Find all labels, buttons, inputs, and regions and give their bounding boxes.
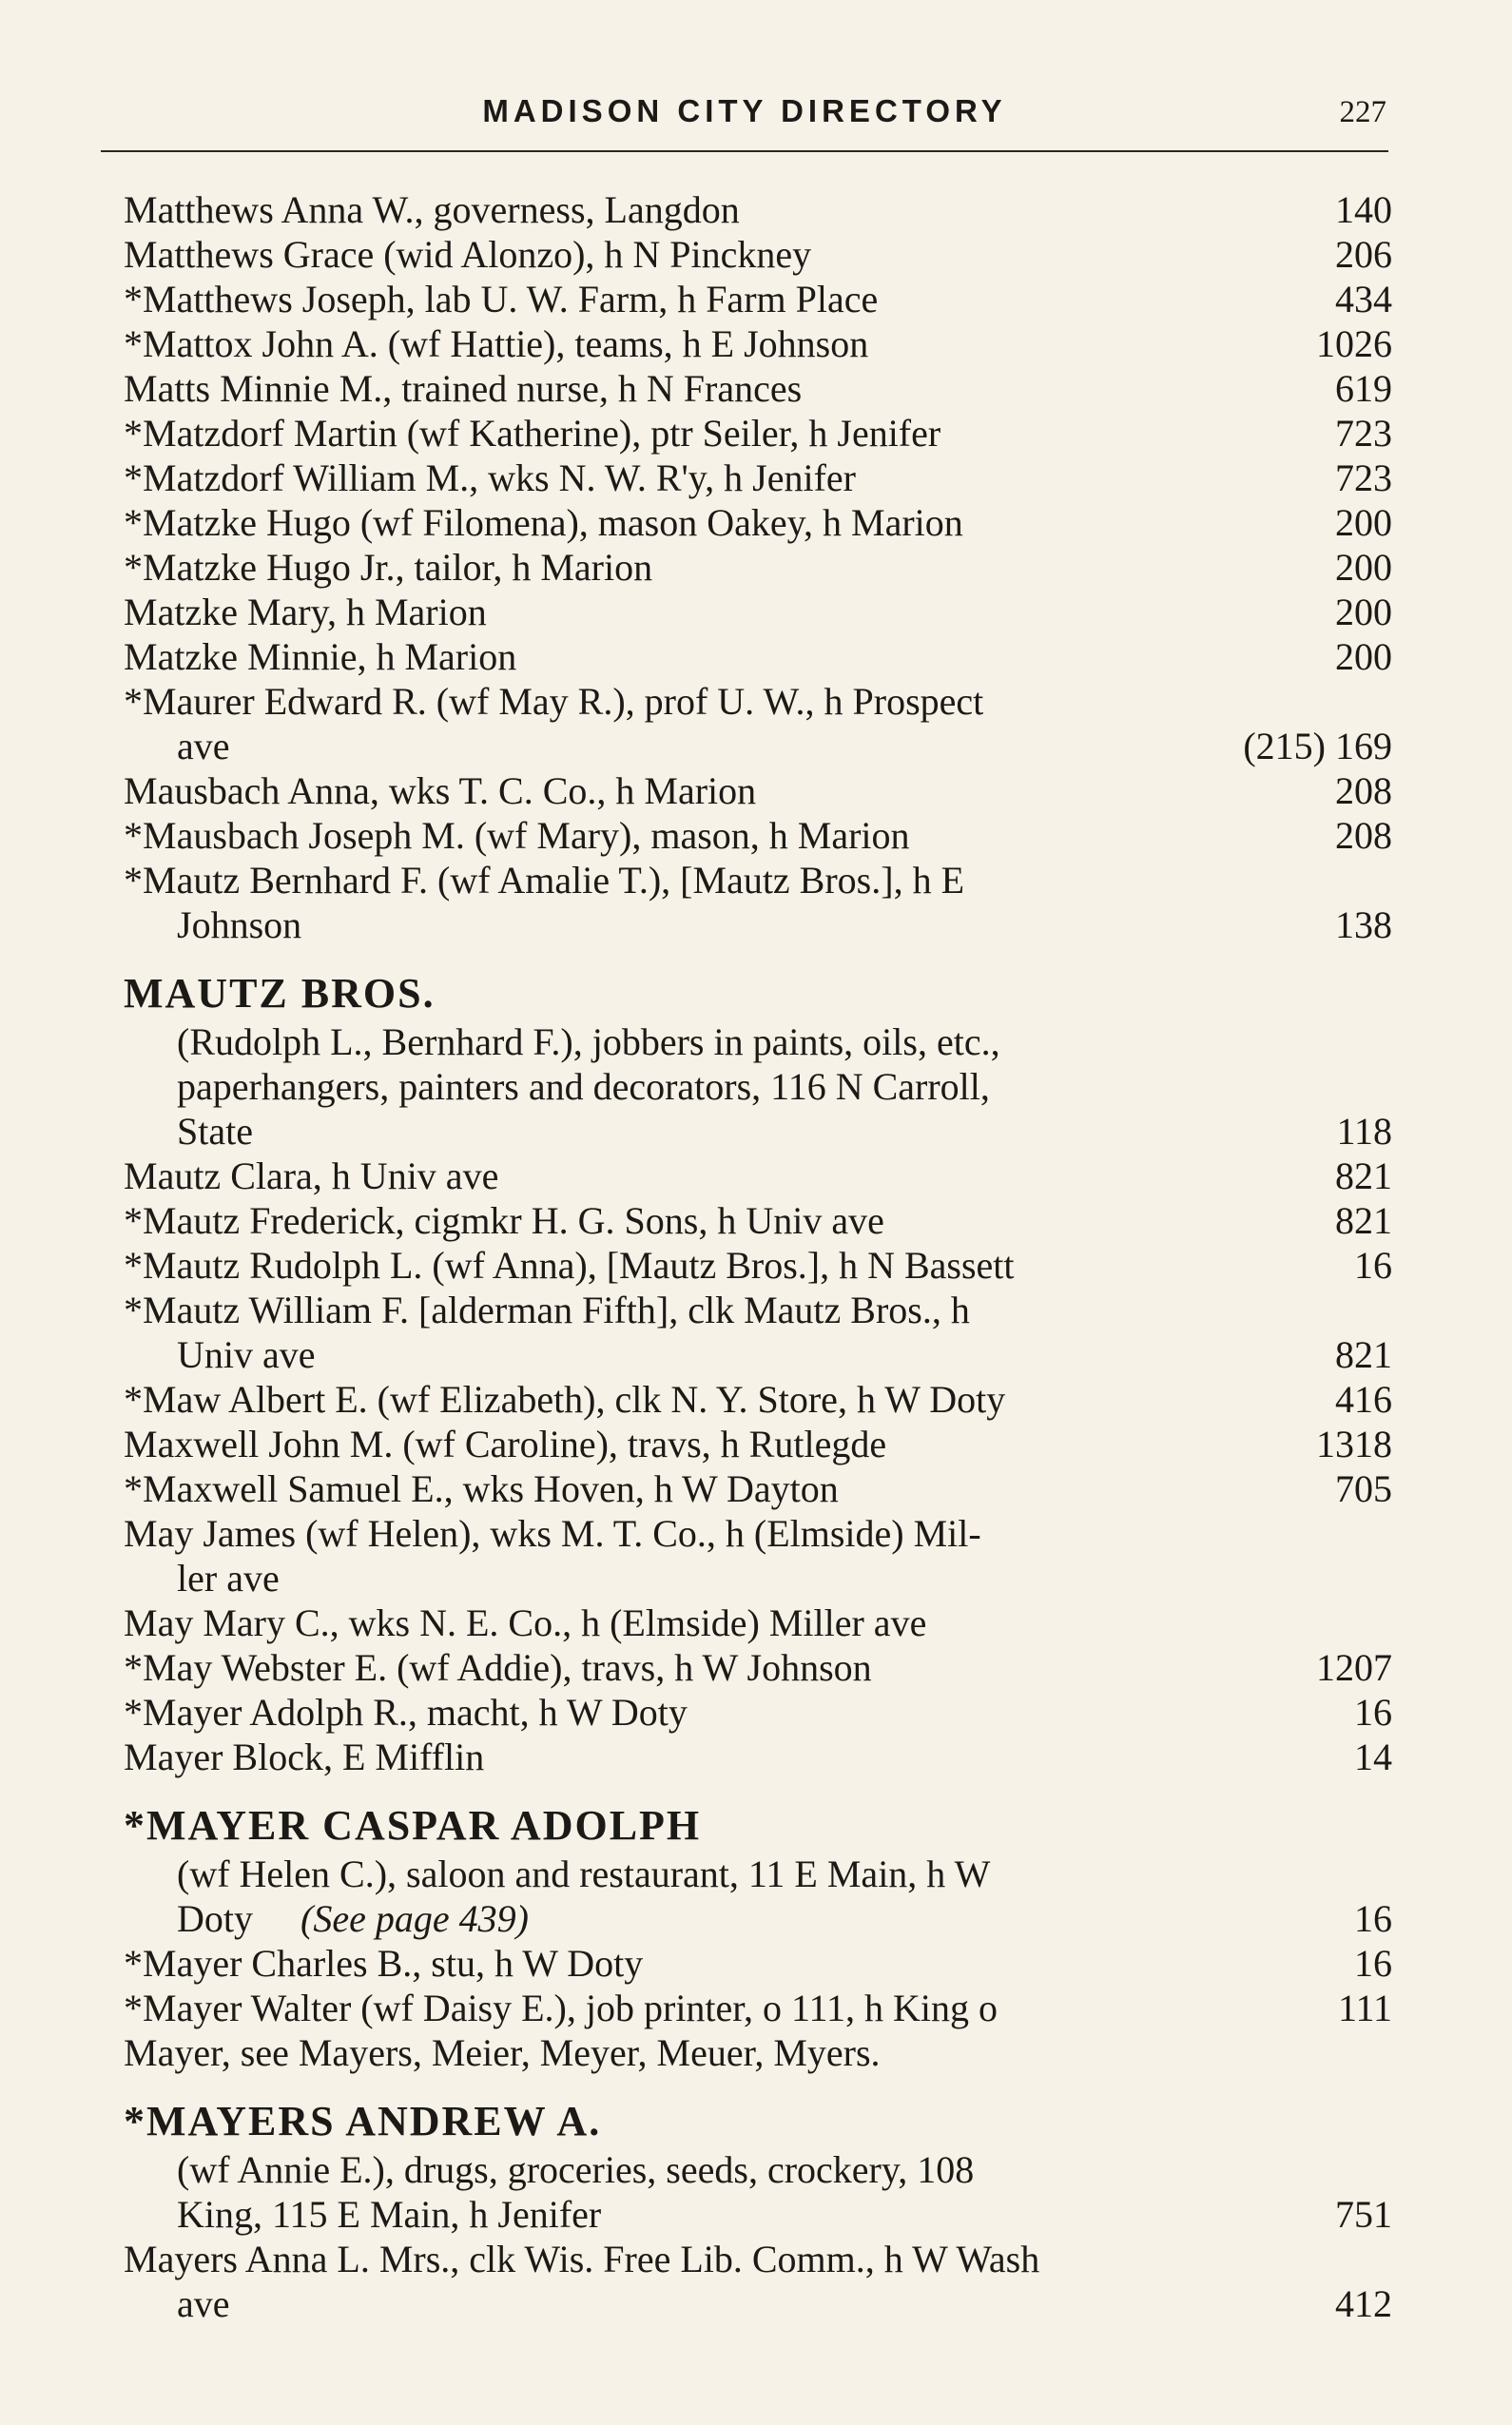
entry-text: Mayers Anna L. Mrs., clk Wis. Free Lib. Comm., h W Wash — [124, 2238, 1040, 2280]
directory-entry — [124, 1690, 1392, 1735]
entries-block-2 — [124, 1154, 1392, 1779]
entry-text: Johnson — [177, 903, 302, 946]
entry-number: 16 — [1354, 1897, 1392, 1940]
directory-entry — [124, 1645, 1392, 1690]
entry-text: *Matzdorf Martin (wf Katherine), ptr Seiler, h Jenifer — [124, 412, 941, 455]
entry-line — [124, 411, 1392, 456]
entry-line — [124, 1377, 1392, 1422]
directory-entry — [124, 1422, 1392, 1466]
entry-continuation — [124, 1332, 1392, 1377]
directory-entry — [124, 277, 1392, 321]
see-page-reference: (See page 439) — [300, 1897, 529, 1940]
entry-line — [124, 1243, 1392, 1288]
directory-title: MADISON CITY DIRECTORY — [482, 93, 1007, 128]
entry-right — [1335, 2281, 1392, 2326]
directory-entry — [124, 1941, 1392, 1986]
firm-line-with-reference — [177, 1896, 529, 1941]
directory-entry — [124, 1377, 1392, 1422]
directory-entry — [124, 1288, 1392, 1377]
firm-mayer-caspar-adolph — [124, 1800, 1392, 1941]
entry-right — [1243, 724, 1392, 768]
entry-line — [124, 1198, 1392, 1243]
entry-number: 200 — [1335, 501, 1392, 544]
firm-mautz-bros — [124, 968, 1392, 1154]
entry-text: *Mautz William F. [alderman Fifth], clk Mautz Bros., h — [124, 1289, 970, 1331]
entry-continuation — [124, 724, 1392, 768]
firm-description — [124, 1019, 1392, 1154]
entry-line — [124, 1422, 1392, 1466]
directory-entry — [124, 1243, 1392, 1288]
entry-line — [124, 1735, 1392, 1779]
entry-number: 434 — [1335, 278, 1392, 320]
directory-entry — [124, 456, 1392, 500]
entry-street-number: (215) — [1243, 725, 1326, 767]
directory-listing — [124, 187, 1392, 2326]
entry-text: Maxwell John M. (wf Caroline), travs, h Rutlegde — [124, 1423, 887, 1465]
entry-number: 208 — [1335, 769, 1392, 812]
firm-line: King, 115 E Main, h Jenifer — [177, 2193, 602, 2236]
entry-number: 723 — [1335, 456, 1392, 499]
directory-entry — [124, 1466, 1392, 1511]
directory-entry — [124, 187, 1392, 232]
entry-text: ler ave — [177, 1557, 280, 1600]
entry-text: *May Webster E. (wf Addie), travs, h W Johnson — [124, 1646, 872, 1689]
entry-number: 705 — [1335, 1467, 1392, 1510]
entry-line — [124, 545, 1392, 590]
entry-number: 138 — [1335, 903, 1392, 946]
entry-number: 821 — [1335, 1199, 1392, 1242]
entry-number: 140 — [1335, 188, 1392, 231]
entry-number: 821 — [1335, 1154, 1392, 1197]
firm-line: (Rudolph L., Bernhard F.), jobbers in paints, oils, etc., — [177, 1020, 1000, 1063]
directory-entry — [124, 679, 1392, 768]
entry-line — [124, 768, 1392, 813]
entry-text: *Matzke Hugo (wf Filomena), mason Oakey, h Marion — [124, 501, 963, 544]
page-number: 227 — [1339, 95, 1386, 129]
directory-entry — [124, 1511, 1392, 1600]
entry-text: Univ ave — [177, 1333, 316, 1376]
directory-entry — [124, 858, 1392, 947]
firm-last-line — [177, 1109, 1392, 1154]
entry-line — [124, 1466, 1392, 1511]
entry-text: *Matthews Joseph, lab U. W. Farm, h Farm Place — [124, 278, 879, 320]
entry-number: 200 — [1335, 635, 1392, 678]
entry-text: *Mayer Charles B., stu, h W Doty — [124, 1942, 644, 1985]
entry-number: 16 — [1354, 1942, 1392, 1985]
directory-entry — [124, 590, 1392, 634]
entry-number: 200 — [1335, 546, 1392, 589]
entry-number: 821 — [1335, 1333, 1392, 1376]
firm-name: *MAYERS ANDREW A. — [124, 2098, 602, 2144]
entry-text: Mautz Clara, h Univ ave — [124, 1154, 499, 1197]
entry-text: *Mausbach Joseph M. (wf Mary), mason, h Marion — [124, 814, 910, 857]
entry-text: *Mautz Bernhard F. (wf Amalie T.), [Mautz Bros.], h E — [124, 859, 965, 902]
entry-text: Mausbach Anna, wks T. C. Co., h Marion — [124, 769, 757, 812]
firm-last-line — [177, 1896, 1392, 1941]
entry-number: 208 — [1335, 814, 1392, 857]
directory-entry — [124, 2030, 1392, 2075]
entry-line — [124, 813, 1392, 858]
entry-number: 206 — [1335, 233, 1392, 276]
firm-line: paperhangers, painters and decorators, 116 N Carroll, — [177, 1065, 990, 1108]
directory-entry — [124, 411, 1392, 456]
entry-text: Matzke Minnie, h Marion — [124, 635, 517, 678]
entry-line — [124, 321, 1392, 366]
entry-text: Matthews Anna W., governess, Langdon — [124, 188, 740, 231]
entry-continuation — [124, 2281, 1392, 2326]
entry-number: 412 — [1335, 2282, 1392, 2325]
entry-text: *Matzdorf William M., wks N. W. R'y, h Jenifer — [124, 456, 856, 499]
entry-text: *Maxwell Samuel E., wks Hoven, h W Dayton — [124, 1467, 839, 1510]
entry-text: *Maw Albert E. (wf Elizabeth), clk N. Y. Store, h W Doty — [124, 1378, 1006, 1421]
directory-entry — [124, 1154, 1392, 1198]
entry-number: 16 — [1354, 1244, 1392, 1287]
firm-name: MAUTZ BROS. — [124, 970, 436, 1017]
directory-entry — [124, 500, 1392, 545]
entry-text: *Mautz Rudolph L. (wf Anna), [Mautz Bros.], h N Bassett — [124, 1244, 1015, 1287]
header-rule — [101, 150, 1388, 152]
entry-continuation — [124, 1556, 1392, 1600]
firm-description — [124, 1852, 1392, 1941]
entry-line — [124, 1941, 1392, 1986]
entry-right — [1335, 1332, 1392, 1377]
entry-number: 118 — [1336, 1110, 1392, 1153]
entry-line — [124, 232, 1392, 277]
firm-line: Doty — [177, 1897, 253, 1940]
directory-entry — [124, 2237, 1392, 2326]
directory-entry — [124, 634, 1392, 679]
entry-number: 619 — [1335, 367, 1392, 410]
entry-line — [124, 590, 1392, 634]
entries-block-3 — [124, 1941, 1392, 2075]
entry-text: ave — [177, 725, 230, 767]
entry-line — [124, 1986, 1392, 2030]
entry-line — [124, 1690, 1392, 1735]
entry-number: 1026 — [1316, 322, 1392, 365]
entry-text: Mayer Block, E Mifflin — [124, 1736, 485, 1778]
entry-text: ave — [177, 2282, 230, 2325]
entry-text: *Mattox John A. (wf Hattie), teams, h E Johnson — [124, 322, 869, 365]
firm-line: State — [177, 1110, 253, 1153]
firm-mayers-andrew — [124, 2096, 1392, 2237]
entry-text: *Matzke Hugo Jr., tailor, h Marion — [124, 546, 653, 589]
entry-line — [124, 500, 1392, 545]
firm-name: *MAYER CASPAR ADOLPH — [124, 1802, 702, 1849]
directory-entry — [124, 1986, 1392, 2030]
entry-line — [124, 187, 1392, 232]
entry-number: 169 — [1335, 725, 1392, 767]
entries-block-1 — [124, 187, 1392, 947]
entry-text: Matts Minnie M., trained nurse, h N Frances — [124, 367, 803, 410]
entry-text: May James (wf Helen), wks M. T. Co., h (Elmside) Mil- — [124, 1512, 981, 1555]
directory-entry — [124, 366, 1392, 411]
entry-right — [1335, 902, 1392, 947]
entry-number: 1207 — [1316, 1646, 1392, 1689]
firm-last-line — [177, 2192, 1392, 2237]
entry-line — [124, 1154, 1392, 1198]
directory-entry — [124, 813, 1392, 858]
directory-entry — [124, 1735, 1392, 1779]
entry-number: 1318 — [1316, 1423, 1392, 1465]
entries-block-4 — [124, 2237, 1392, 2326]
entry-number: 751 — [1335, 2193, 1392, 2236]
directory-entry — [124, 1198, 1392, 1243]
firm-line: (wf Helen C.), saloon and restaurant, 11 E Main, h W — [177, 1853, 991, 1895]
entry-number: 416 — [1335, 1378, 1392, 1421]
firm-line: (wf Annie E.), drugs, groceries, seeds, crockery, 108 — [177, 2148, 975, 2191]
entry-text: *Mayer Walter (wf Daisy E.), job printer, o 111, h King o — [124, 1987, 998, 2029]
entry-number: 200 — [1335, 591, 1392, 633]
entry-text: *Maurer Edward R. (wf May R.), prof U. W., h Prospect — [124, 680, 984, 723]
entry-text: Mayer, see Mayers, Meier, Meyer, Meuer, Myers. — [124, 2031, 881, 2074]
entry-line — [124, 456, 1392, 500]
entry-number: 723 — [1335, 412, 1392, 455]
directory-entry — [124, 232, 1392, 277]
entry-number: 14 — [1354, 1736, 1392, 1778]
entry-line — [124, 1645, 1392, 1690]
page-header — [101, 93, 1388, 143]
entry-text: May Mary C., wks N. E. Co., h (Elmside) Miller ave — [124, 1601, 927, 1644]
entry-number: 16 — [1354, 1691, 1392, 1734]
entry-line — [124, 366, 1392, 411]
entry-line — [124, 277, 1392, 321]
firm-description — [124, 2147, 1392, 2237]
directory-entry — [124, 545, 1392, 590]
entry-number: 111 — [1337, 1987, 1392, 2029]
entry-text: Matthews Grace (wid Alonzo), h N Pinckney — [124, 233, 812, 276]
directory-entry — [124, 1600, 1392, 1645]
directory-entry — [124, 768, 1392, 813]
entry-text: *Mautz Frederick, cigmkr H. G. Sons, h Univ ave — [124, 1199, 884, 1242]
entry-continuation — [124, 902, 1392, 947]
entry-text: *Mayer Adolph R., macht, h W Doty — [124, 1691, 688, 1734]
entry-text: Matzke Mary, h Marion — [124, 591, 487, 633]
directory-entry — [124, 321, 1392, 366]
entry-line — [124, 634, 1392, 679]
